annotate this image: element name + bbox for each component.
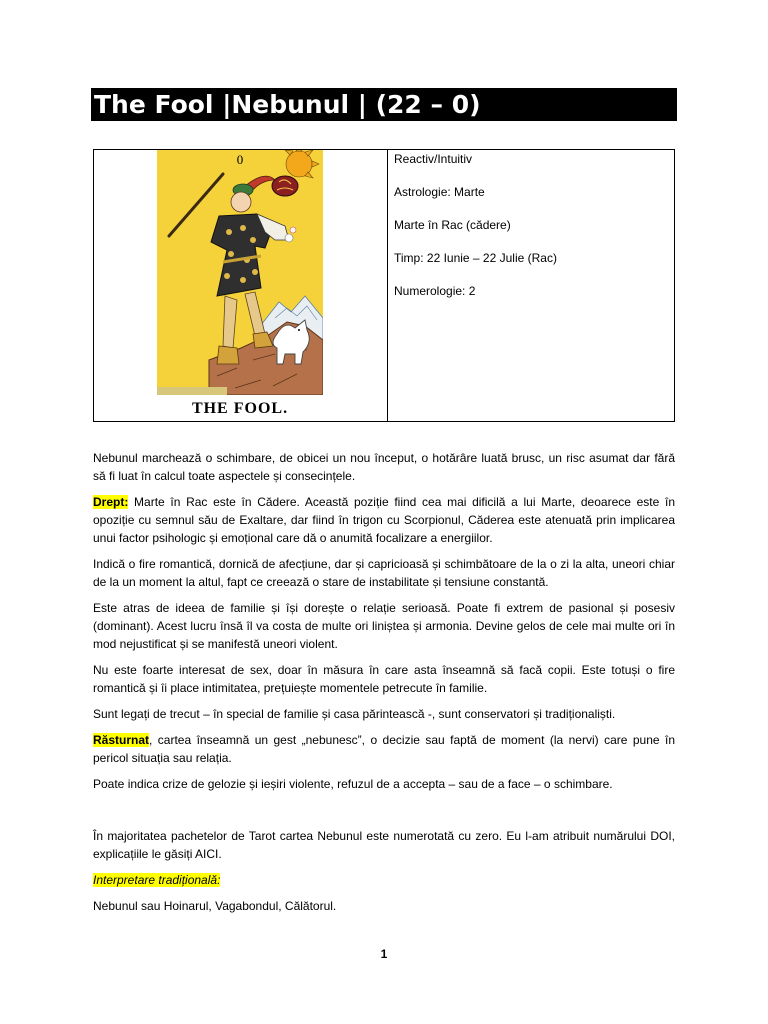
paragraph-tradition: Sunt legați de trecut – în special de familie și casa părintească -, sunt conservatori și tradiționaliști. — [93, 707, 616, 721]
traditional-label: Interpretare tradițională: — [93, 873, 221, 887]
reversed-label: Răsturnat — [93, 733, 150, 747]
card-caption: THE FOOL. — [191, 400, 289, 417]
attribute-type: Reactiv/Intuitiv — [394, 152, 473, 166]
paragraph-numbering: În majoritatea pachetelor de Tarot cartea Nebunul este numerotată cu zero. Eu l-am atribuit numărului DOI, explicațiile le găsiți AICI. — [93, 829, 675, 861]
card-attributes — [394, 152, 670, 317]
paragraph-family: Este atras de ideea de familie și își dorește o relație serioasă. Poate fi extrem de pasional și posesiv (dominant). Acest lucru însă îl va costa de multe ori liniștea și armonia. Devine gelos de cele mai multe ori în mod nejustificat și se manifestă uneori violent. — [93, 601, 675, 651]
page-number: 1 — [380, 947, 388, 961]
paragraph-romantic: Indică o fire romantică, dornică de afecțiune, dar și capricioasă și schimbătoare de la o zi la alta, uneori chiar de la un moment la altul, fapt ce creează o stare de instabilitate și tensiune constantă. — [93, 557, 675, 589]
paragraph-traditional-label — [93, 871, 675, 889]
reversed-text: , cartea înseamnă un gest „nebunesc”, o decizie sau faptă de moment (la nervi) care pune în pericol situația sau relația. — [93, 733, 675, 765]
fool-card-image — [157, 150, 323, 421]
attribute-numerology: Numerologie: 2 — [394, 284, 476, 298]
paragraph-intro: Nebunul marchează o schimbare, de obicei un nou început, o hotărâre luată brusc, un risc asumat dar fără să fi luat în calcul toate aspectele și consecințele. — [93, 451, 675, 483]
page-title: The Fool |Nebunul | (22 – 0) — [91, 88, 677, 121]
paragraph-names: Nebunul sau Hoinarul, Vagabondul, Călătorul. — [93, 899, 337, 913]
paragraph-jealousy: Poate indica crize de gelozie și ieșiri violente, refuzul de a accepta – sau de a face – o schimbare. — [93, 777, 613, 791]
card-number: 0 — [236, 152, 244, 167]
upright-label: Drept: — [93, 495, 129, 509]
body-text — [93, 449, 675, 923]
table-divider — [387, 150, 388, 421]
attribute-astrology: Astrologie: Marte — [394, 185, 485, 199]
upright-text: Marte în Rac este în Cădere. Această poziție fiind cea mai dificilă a lui Marte, deoarece este în opoziție cu semnul său de Exaltare, dar fiind în trigon cu Scorpionul, Căderea este atenuată prin implicarea unui factor psihologic și emoțional care dă o anumită focalizare a energiilor. — [93, 495, 675, 545]
fool-card-illustration — [157, 150, 323, 421]
paragraph-intimacy: Nu este foarte interesat de sex, doar în măsura în care asta înseamnă să facă copii. Este totuși o fire romantică și îi place intimitatea, prețuiește momentele petrecute în familie. — [93, 663, 675, 695]
paragraph-reversed — [93, 731, 675, 767]
attribute-time: Timp: 22 Iunie – 22 Julie (Rac) — [394, 251, 557, 265]
paragraph-upright — [93, 493, 675, 547]
attribute-mars-position: Marte în Rac (cădere) — [394, 218, 511, 232]
card-info-table — [93, 149, 675, 422]
